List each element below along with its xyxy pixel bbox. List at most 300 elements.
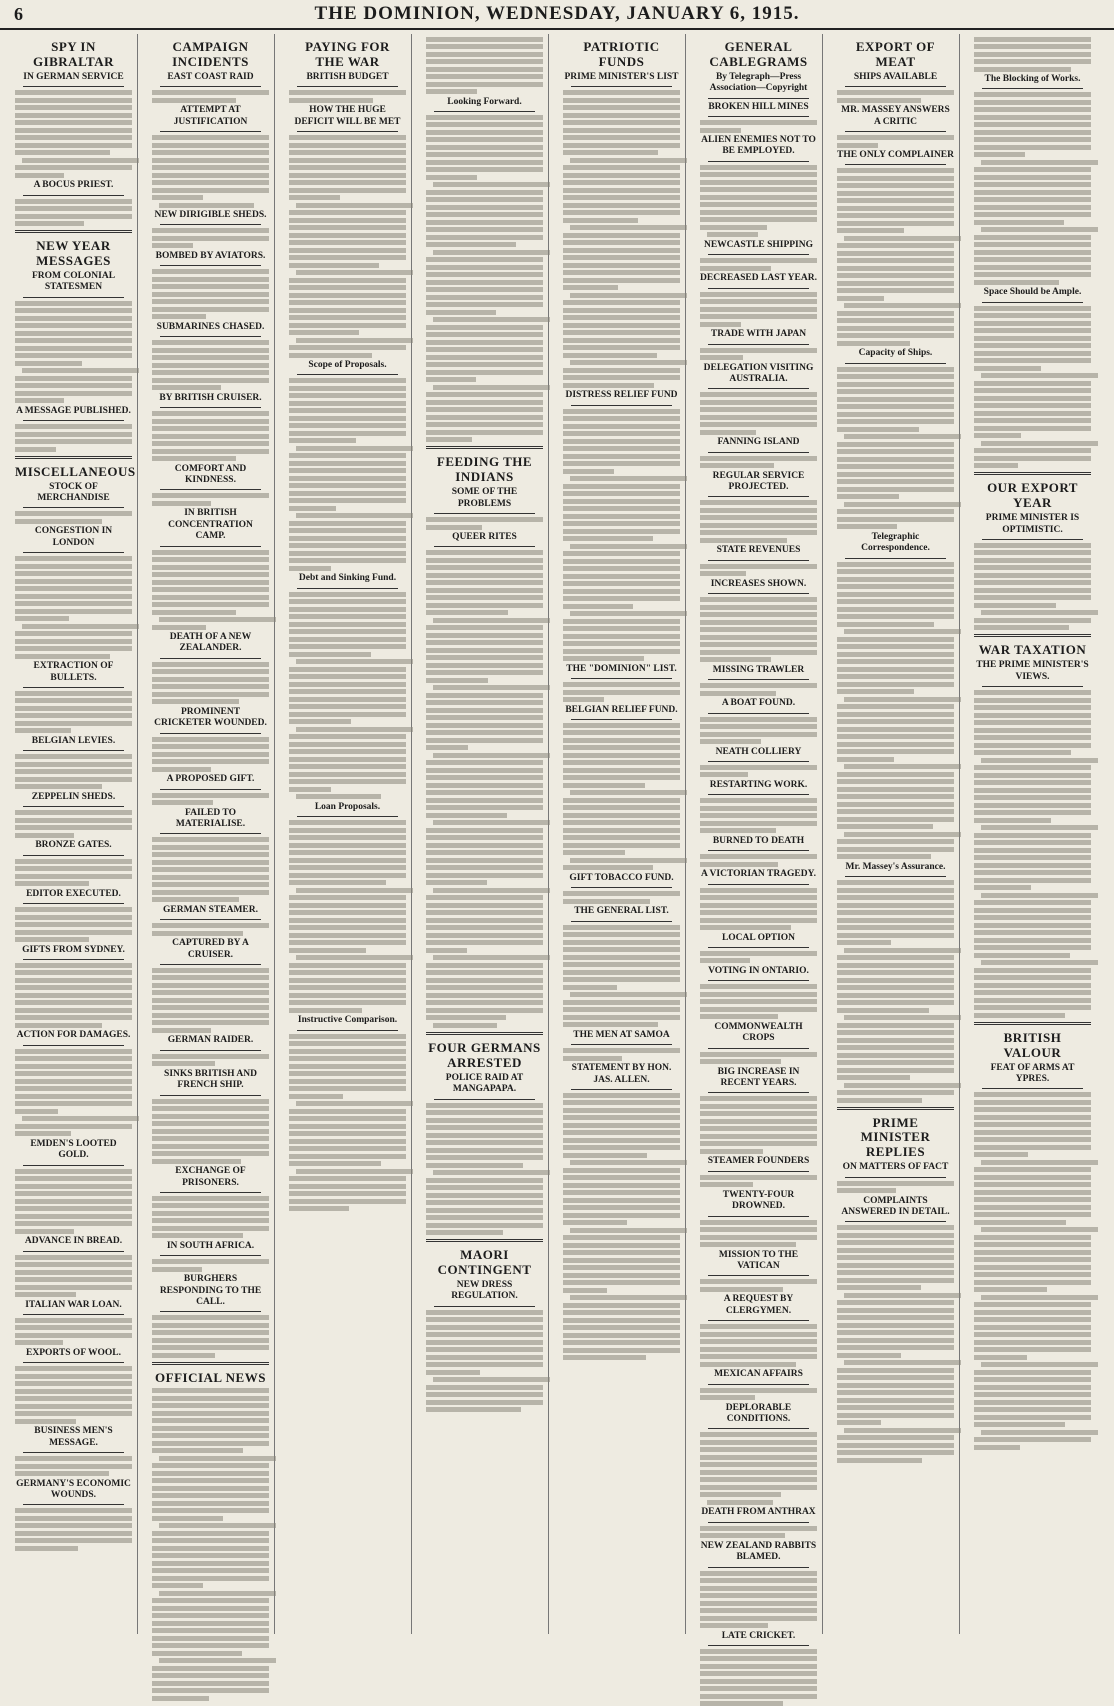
section-divider <box>152 1362 269 1365</box>
text-line <box>289 1109 406 1114</box>
text-line <box>426 137 543 142</box>
text-line <box>974 107 1091 112</box>
text-line <box>974 1242 1091 1247</box>
article <box>152 938 269 1033</box>
text-line <box>974 603 1056 608</box>
text-line <box>426 415 543 420</box>
text-line <box>981 1227 1098 1232</box>
text-line <box>15 1531 132 1536</box>
text-line <box>837 584 954 589</box>
text-line <box>563 120 680 125</box>
text-line <box>974 182 1091 187</box>
article <box>700 780 817 833</box>
text-line <box>289 1000 406 1005</box>
text-line <box>700 210 817 215</box>
text-line <box>563 843 680 848</box>
rule <box>23 1362 124 1363</box>
text-line <box>837 757 894 762</box>
text-line <box>289 233 406 238</box>
text-line <box>700 772 748 777</box>
text-line <box>15 769 132 774</box>
text-line <box>15 698 132 703</box>
text-line <box>974 1107 1091 1112</box>
text-line <box>563 828 680 833</box>
text-line <box>974 1220 1066 1225</box>
text-line <box>152 1441 269 1446</box>
text-line <box>700 1462 817 1467</box>
text-line <box>289 438 356 443</box>
article <box>700 1369 817 1400</box>
article <box>426 1239 543 1412</box>
text-line <box>289 1154 406 1159</box>
text-line <box>563 270 680 275</box>
text-line <box>152 314 206 319</box>
text-line <box>844 1083 961 1088</box>
text-line <box>426 625 543 630</box>
text-line <box>563 682 680 687</box>
text-line <box>426 257 543 262</box>
text-line <box>426 895 543 900</box>
text-line <box>974 403 1091 408</box>
article <box>15 456 132 524</box>
text-line <box>289 1161 381 1166</box>
text-line <box>974 59 1091 64</box>
text-line <box>426 227 543 232</box>
text-line <box>152 180 269 185</box>
text-line <box>152 1598 269 1603</box>
rule <box>845 164 946 165</box>
text-line <box>563 1007 680 1012</box>
text-line <box>837 288 954 293</box>
rule <box>160 919 261 920</box>
subheadline: Space Should be Ample. <box>974 287 1091 298</box>
rule <box>845 131 946 132</box>
article <box>15 230 132 403</box>
text-line <box>289 195 340 200</box>
subheadline: ON MATTERS OF FACT <box>837 1162 954 1173</box>
text-line <box>837 1375 954 1380</box>
article <box>974 472 1091 630</box>
text-line <box>289 315 406 320</box>
text-line <box>974 280 1059 285</box>
text-line <box>426 197 543 202</box>
text-line <box>426 1133 543 1138</box>
text-line <box>700 1492 781 1497</box>
text-line <box>700 1470 817 1475</box>
headline: BRITISH VALOUR <box>974 1031 1091 1061</box>
text-line <box>570 476 687 481</box>
text-line <box>296 1101 413 1106</box>
text-line <box>837 734 954 739</box>
rule <box>708 388 809 389</box>
article <box>426 37 543 95</box>
text-line <box>844 764 961 769</box>
text-line <box>152 1396 269 1401</box>
article <box>289 360 406 571</box>
text-line <box>15 447 56 452</box>
text-line <box>289 528 406 533</box>
text-line <box>700 1586 817 1591</box>
text-line <box>563 723 680 728</box>
text-line <box>426 145 543 150</box>
rule <box>160 733 261 734</box>
text-line <box>837 1030 954 1035</box>
text-line <box>152 1538 269 1543</box>
subheadline: GERMANY'S ECONOMIC WOUNDS. <box>15 1479 132 1502</box>
text-line <box>981 1160 1098 1165</box>
text-line <box>974 595 1091 600</box>
text-line <box>289 970 406 975</box>
text-line <box>974 840 1091 845</box>
text-line <box>15 1221 132 1226</box>
text-line <box>426 1385 543 1390</box>
text-line <box>700 530 817 535</box>
text-line <box>15 1206 132 1211</box>
text-line <box>707 1500 773 1505</box>
article <box>700 1022 817 1064</box>
text-line <box>837 839 954 844</box>
text-line <box>289 431 406 436</box>
text-line <box>974 900 1091 905</box>
text-line <box>563 416 680 421</box>
text-line <box>289 143 406 148</box>
text-line <box>15 1508 132 1513</box>
text-line <box>837 689 914 694</box>
text-line <box>563 1056 622 1061</box>
section-divider <box>974 634 1091 637</box>
text-line <box>974 448 1091 453</box>
text-line <box>974 351 1091 356</box>
text-line <box>563 248 680 253</box>
text-line <box>844 236 961 241</box>
rule <box>297 86 398 87</box>
text-line <box>152 557 269 562</box>
text-line <box>974 152 1025 157</box>
text-line <box>700 806 817 811</box>
column-body <box>147 40 274 1701</box>
text-line <box>700 1533 785 1538</box>
subheadline: ALIEN ENEMIES NOT TO BE EMPLOYED. <box>700 135 817 158</box>
text-line <box>426 775 543 780</box>
text-line <box>563 1115 680 1120</box>
text-line <box>974 418 1091 423</box>
text-line <box>563 195 680 200</box>
text-line <box>974 810 1091 815</box>
text-line <box>700 571 746 576</box>
column-body <box>284 40 411 1211</box>
text-line <box>426 970 543 975</box>
rule <box>23 1045 124 1046</box>
text-line <box>152 1005 269 1010</box>
text-line <box>563 491 680 496</box>
text-line <box>974 855 1091 860</box>
text-line <box>974 788 1091 793</box>
text-line <box>837 168 954 173</box>
article <box>152 464 269 506</box>
rule <box>434 1306 535 1307</box>
text-line <box>15 165 132 170</box>
text-line <box>700 1679 817 1684</box>
text-line <box>426 1332 543 1337</box>
subheadline: DELEGATION VISITING AUSTRALIA. <box>700 363 817 386</box>
text-line <box>563 536 653 541</box>
rule <box>23 806 124 807</box>
article <box>700 1250 817 1292</box>
text-line <box>289 637 406 642</box>
text-line <box>289 210 406 215</box>
rule <box>571 405 672 406</box>
article <box>152 508 269 629</box>
text-line <box>837 191 954 196</box>
text-line <box>15 631 132 636</box>
text-line <box>426 700 543 705</box>
text-line <box>433 753 550 758</box>
text-line <box>426 1407 521 1412</box>
text-line <box>426 1340 543 1345</box>
text-line <box>152 1546 269 1551</box>
text-line <box>700 717 817 722</box>
text-line <box>289 386 406 391</box>
text-line <box>974 618 1091 623</box>
rule <box>160 1050 261 1051</box>
text-line <box>563 1318 680 1323</box>
text-line <box>974 115 1091 120</box>
text-line <box>974 463 1018 468</box>
text-line <box>563 753 680 758</box>
text-line <box>289 820 406 825</box>
text-line <box>426 813 507 818</box>
text-line <box>15 1008 132 1013</box>
text-line <box>289 1071 406 1076</box>
text-line <box>289 1034 406 1039</box>
text-line <box>563 521 680 526</box>
rule <box>23 1251 124 1252</box>
text-line <box>700 813 817 818</box>
text-line <box>289 308 406 313</box>
text-line <box>15 1079 132 1084</box>
text-line <box>837 1068 954 1073</box>
text-line <box>152 1666 269 1671</box>
text-line <box>563 955 680 960</box>
text-line <box>700 1339 817 1344</box>
text-line <box>700 612 817 617</box>
text-line <box>707 232 758 237</box>
text-line <box>974 456 1091 461</box>
article <box>15 1300 132 1346</box>
text-line <box>15 199 132 204</box>
text-line <box>563 431 680 436</box>
article <box>700 869 817 930</box>
text-line <box>974 321 1091 326</box>
text-line <box>974 175 1091 180</box>
rule <box>160 86 261 87</box>
text-line <box>152 426 269 431</box>
text-line <box>700 422 817 427</box>
text-line <box>974 558 1091 563</box>
subheadline: MISSION TO THE VATICAN <box>700 1250 817 1273</box>
subheadline: THE ONLY COMPLAINER <box>837 150 954 161</box>
article <box>700 329 817 360</box>
text-line <box>974 1137 1091 1142</box>
text-line <box>426 573 543 578</box>
text-line <box>152 419 269 424</box>
text-line <box>289 629 406 634</box>
text-line <box>837 719 954 724</box>
text-line <box>837 1263 954 1268</box>
article <box>289 105 406 357</box>
article <box>15 945 132 1028</box>
text-line <box>844 629 961 634</box>
text-line <box>289 90 406 95</box>
text-line <box>563 1273 680 1278</box>
text-line <box>563 203 680 208</box>
text-line <box>152 1259 269 1264</box>
text-line <box>974 750 1071 755</box>
text-line <box>563 263 680 268</box>
text-line <box>700 430 756 435</box>
text-line <box>563 1183 680 1188</box>
subheadline: THE "DOMINION" LIST. <box>563 664 680 675</box>
text-line <box>296 727 413 732</box>
text-line <box>974 573 1091 578</box>
text-line <box>152 1338 269 1343</box>
text-line <box>426 648 543 653</box>
text-line <box>426 610 508 615</box>
text-line <box>974 1437 1091 1442</box>
text-line <box>974 197 1091 202</box>
text-line <box>563 315 680 320</box>
text-line <box>152 150 269 155</box>
text-line <box>289 1206 349 1211</box>
text-line <box>974 1272 1091 1277</box>
text-line <box>700 1485 817 1490</box>
text-line <box>152 1561 269 1566</box>
text-line <box>15 601 132 606</box>
article <box>15 840 132 886</box>
text-line <box>974 411 1091 416</box>
text-line <box>974 205 1091 210</box>
text-line <box>563 626 680 631</box>
text-line <box>426 880 487 885</box>
text-line <box>289 948 366 953</box>
subheadline: SUBMARINES CHASED. <box>152 322 269 333</box>
text-line <box>974 366 1041 371</box>
article <box>837 532 954 859</box>
text-line <box>563 730 680 735</box>
text-line <box>837 427 919 432</box>
text-line <box>426 89 477 94</box>
text-line <box>837 1248 954 1253</box>
subheadline: SINKS BRITISH AND FRENCH SHIP. <box>152 1069 269 1092</box>
text-line <box>15 316 132 321</box>
text-line <box>974 265 1091 270</box>
article <box>15 1479 132 1551</box>
text-line <box>15 308 132 313</box>
text-line <box>700 500 817 505</box>
column-body <box>969 37 1096 1450</box>
text-line <box>700 1649 817 1654</box>
rule <box>708 1428 809 1429</box>
text-line <box>15 143 132 148</box>
text-line <box>152 1211 269 1216</box>
rule <box>708 980 809 981</box>
text-line <box>152 1471 269 1476</box>
text-line <box>700 299 817 304</box>
text-line <box>837 963 954 968</box>
text-line <box>289 248 406 253</box>
text-line <box>152 1418 269 1423</box>
text-line <box>152 1403 269 1408</box>
text-line <box>563 506 680 511</box>
text-line <box>152 143 269 148</box>
text-line <box>563 1243 680 1248</box>
text-line <box>563 128 680 133</box>
text-line <box>981 960 1098 965</box>
text-line <box>15 1464 132 1469</box>
text-line <box>289 697 406 702</box>
section-divider <box>426 446 543 449</box>
text-line <box>700 180 817 185</box>
text-line <box>700 172 817 177</box>
text-line <box>426 663 543 668</box>
text-line <box>974 250 1091 255</box>
text-line <box>152 1203 269 1208</box>
text-line <box>426 963 543 968</box>
rule <box>160 833 261 834</box>
text-line <box>974 190 1091 195</box>
text-line <box>563 143 680 148</box>
text-line <box>837 742 954 747</box>
text-line <box>563 985 617 990</box>
subheadline: A REQUEST BY CLERGYMEN. <box>700 1294 817 1317</box>
text-line <box>426 798 543 803</box>
text-line <box>426 745 468 750</box>
text-line <box>433 182 550 187</box>
text-line <box>152 1267 202 1272</box>
text-line <box>15 1325 132 1330</box>
subheadline: THE PRIME MINISTER'S VIEWS. <box>974 660 1091 683</box>
text-line <box>289 521 406 526</box>
text-line <box>426 1400 543 1405</box>
text-line <box>15 654 110 659</box>
text-line <box>426 948 467 953</box>
rule <box>845 363 946 364</box>
text-line <box>426 903 543 908</box>
text-line <box>152 1696 209 1701</box>
subheadline: PRIME MINISTER IS OPTIMISTIC. <box>974 513 1091 536</box>
text-line <box>152 1493 269 1498</box>
text-line <box>15 398 64 403</box>
subheadline: A BOAT FOUND. <box>700 698 817 709</box>
text-line <box>152 1388 269 1393</box>
text-line <box>289 622 406 627</box>
article <box>152 1274 269 1358</box>
text-line <box>563 368 680 373</box>
text-line <box>289 742 406 747</box>
text-line <box>15 338 132 343</box>
text-line <box>837 809 954 814</box>
text-line <box>837 1458 922 1463</box>
rule <box>845 558 946 559</box>
text-line <box>974 1100 1091 1105</box>
article <box>837 1196 954 1463</box>
text-line <box>837 1225 954 1230</box>
text-line <box>700 895 817 900</box>
text-line <box>974 870 1091 875</box>
text-line <box>152 897 239 902</box>
text-line <box>981 1362 1098 1367</box>
text-line <box>15 1214 132 1219</box>
